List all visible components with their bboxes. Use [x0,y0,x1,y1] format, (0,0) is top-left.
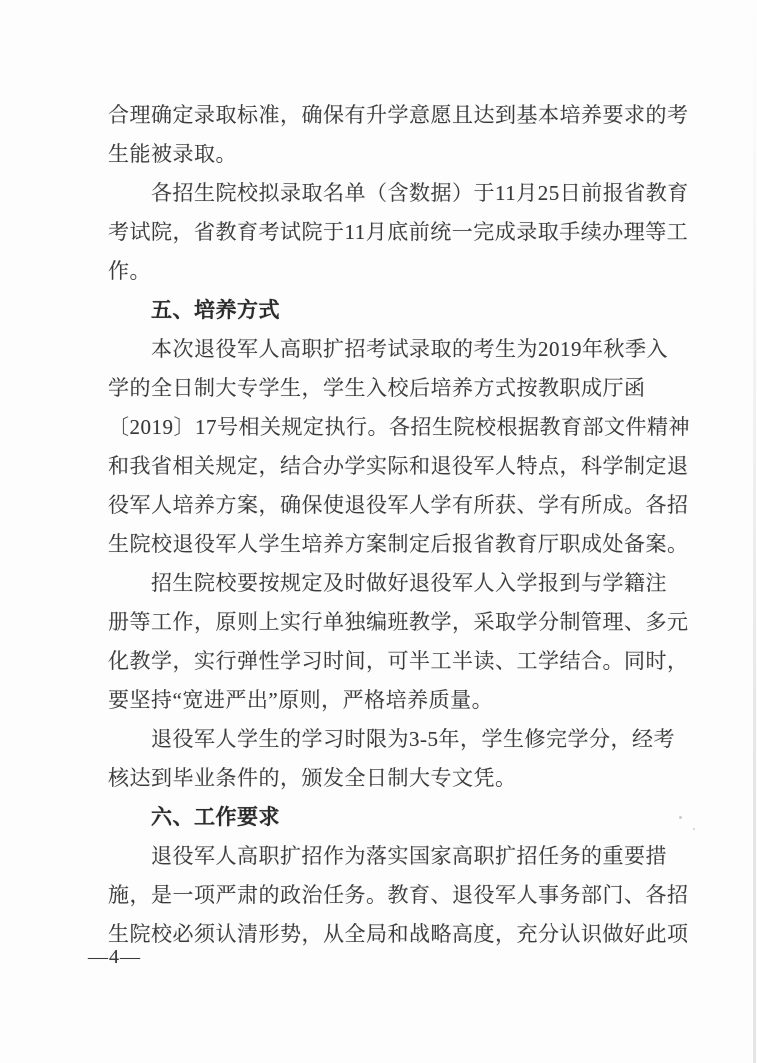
text-line: 退役军人学生的学习时限为3-5年，学生修完学分，经考 [151,727,675,751]
text-line: 生院校退役军人学生培养方案制定后报省教育厅职成处备案。 [108,532,689,556]
text-line: 核达到毕业条件的，颁发全日制大专文凭。 [108,766,517,790]
text-line: 化教学，实行弹性学习时间，可半工半读、工学结合。同时， [108,649,689,673]
text-line: 学的全日制大专学生，学生入校后培养方式按教职成厅函 [108,376,646,400]
text-line: 各招生院校拟录取名单（含数据）于11月25日前报省教育 [151,181,689,205]
text-line: 考试院，省教育考试院于11月底前统一完成录取手续办理等工 [108,220,689,244]
text-line: 本次退役军人高职扩招考试录取的考生为2019年秋季入 [151,337,668,361]
paragraph [108,330,690,564]
document-body [108,96,690,954]
paragraph [108,174,689,291]
text-line: 招生院校要按规定及时做好退役军人入学报到与学籍注 [151,571,667,595]
text-line: 生能被录取。 [108,142,237,166]
scan-speck [693,828,695,830]
page-number: —4— [88,946,141,968]
scan-speck [679,816,682,819]
section-heading-training-mode: 五、培养方式 [151,298,280,322]
section-heading-work-requirements: 六、工作要求 [151,805,280,829]
text-line: 和我省相关规定，结合办学实际和退役军人特点，科学制定退 [108,454,689,478]
text-line: 合理确定录取标准，确保有升学意愿且达到基本培养要求的考 [108,103,689,127]
text-line: 施，是一项严肃的政治任务。教育、退役军人事务部门、各招 [108,883,689,907]
text-line: 作。 [108,259,151,283]
paragraph [108,837,689,954]
paragraph [108,720,675,798]
text-line: 役军人培养方案，确保使退役军人学有所获、学有所成。各招 [108,493,689,517]
scanner-edge-artifact [753,0,756,1063]
text-line: 册等工作，原则上实行单独编班教学，采取学分制管理、多元 [108,610,689,634]
text-line: 要坚持“宽进严出”原则，严格培养质量。 [108,688,494,712]
text-line: 退役军人高职扩招作为落实国家高职扩招任务的重要措 [151,844,667,868]
text-line: 生院校必须认清形势，从全局和战略高度，充分认识做好此项 [108,922,689,946]
text-line: 〔2019〕17号相关规定执行。各招生院校根据教育部文件精神 [108,415,690,439]
paragraph [108,564,689,720]
paragraph [108,96,689,174]
